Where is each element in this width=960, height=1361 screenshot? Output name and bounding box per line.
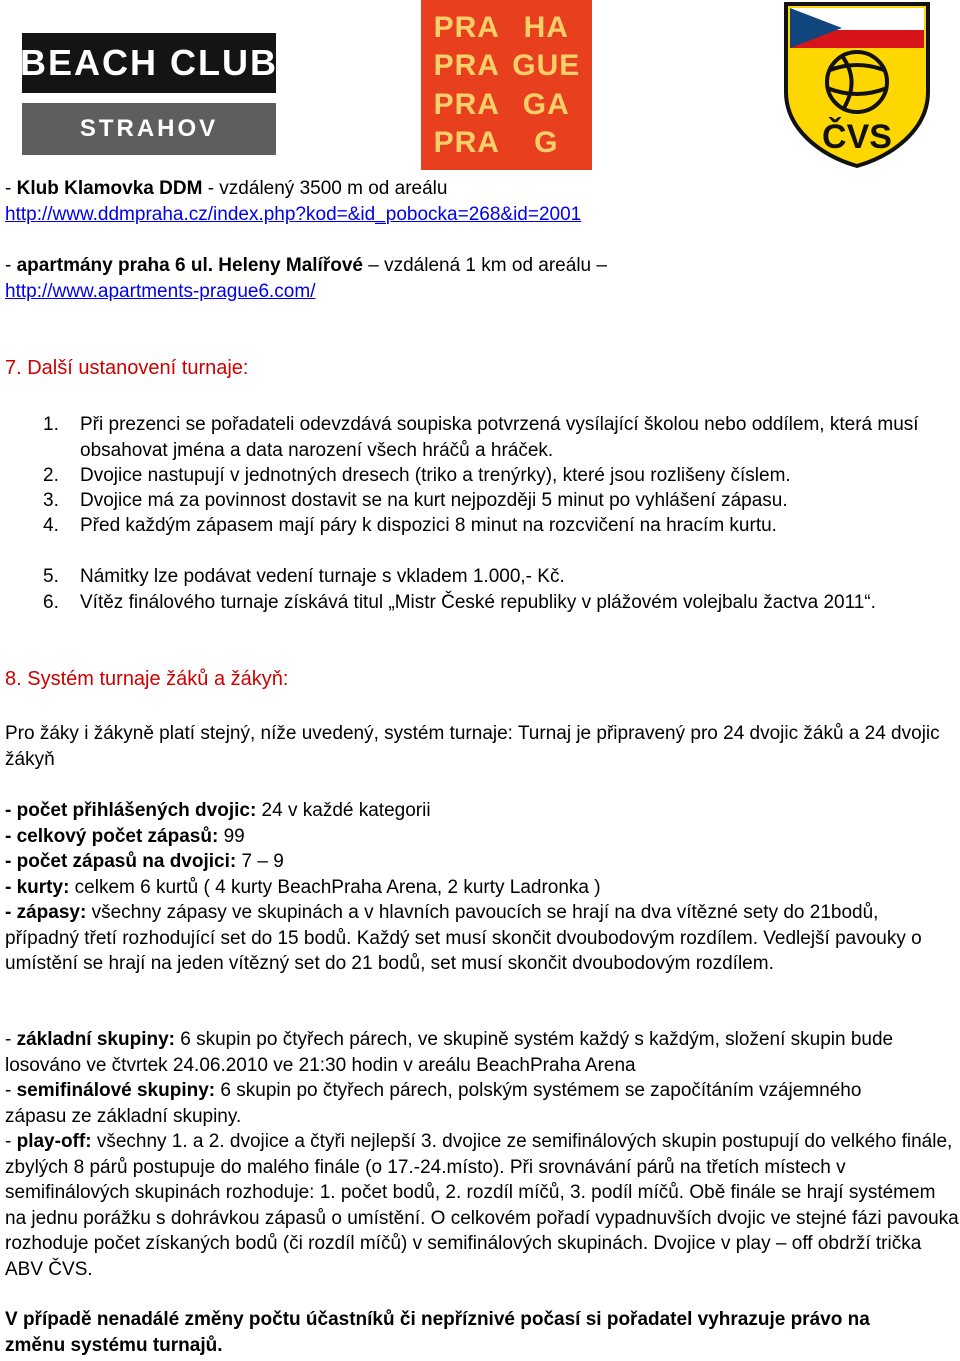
list-text: Dvojice nastupují v jednotných dresech (triko a trenýrky), které jsou rozlišeny číslem.	[80, 465, 791, 486]
cvs-logo-text: ČVS	[822, 118, 892, 156]
prague-logo-cell: PRA	[433, 10, 500, 44]
list-number: 6.	[43, 592, 59, 613]
accommodation-1: - Klub Klamovka DDM - vzdálený 3500 m od areálu http://www.ddmpraha.cz/index.php?kod=&id_pobocka=268&id=2001	[5, 178, 582, 225]
prague-logo-cell: GUE	[512, 49, 581, 82]
accommodation-2: - apartmány praha 6 ul. Heleny Malířové – vzdálená 1 km od areálu – http://www.apartments-prague6.com/	[5, 255, 607, 302]
accommodation-detail: – vzdálená 1 km od areálu –	[362, 255, 607, 276]
list-number: 4.	[43, 515, 59, 536]
beachclub-strahov-logo	[22, 33, 276, 155]
praha-prague-logo	[421, 0, 592, 170]
beachclub-logo-strahov: STRAHOV	[22, 103, 276, 155]
beachclub-logo-beach: BEACH	[20, 42, 159, 84]
closing-note: V případě nenadálé změny počtu účastníků či nepříznivé počasí si pořadatel vyhrazuje právo na změnu systému turnajů.	[5, 1309, 870, 1356]
fact-line: - počet přihlášených dvojic: 24 v každé kategorii	[5, 800, 431, 821]
prague-logo-cell: G	[534, 126, 559, 159]
tournament-groups	[5, 1027, 959, 1282]
prague-logo-cell: PRA	[433, 126, 500, 159]
list-number: 1.	[43, 414, 59, 435]
list-text: Při prezenci se pořadateli odevzdává soupiska potvrzená vysílající školou nebo oddílem, která musí obsahovat jména a data narození všech hráčů a hráček.	[80, 414, 919, 461]
list-text: Vítěz finálového turnaje získává titul „Mistr České republiky v plážovém volejbalu žactva 2011“.	[80, 592, 876, 613]
group-line: - semifinálové skupiny: 6 skupin po čtyřech párech, polským systémem se započítáním vzájemného zápasu ze základní skupiny.	[5, 1080, 862, 1127]
group-line: - základní skupiny: 6 skupin po čtyřech párech, ve skupině systém každý s každým, složení skupin bude losováno ve čtvrtek 24.06.2010 ve 21:30 hodin v areálu BeachPraha Arena	[5, 1029, 894, 1076]
section7-heading: 7. Další ustanovení turnaje:	[5, 357, 249, 379]
section8-heading: 8. Systém turnaje žáků a žákyň:	[5, 668, 289, 690]
fact-line: - počet zápasů na dvojici: 7 – 9	[5, 851, 284, 872]
cvs-volleyball-logo	[782, 0, 932, 170]
fact-line: - kurty: celkem 6 kurtů ( 4 kurty BeachPraha Arena, 2 kurty Ladronka )	[5, 876, 601, 898]
accommodation-link[interactable]: http://www.ddmpraha.cz/index.php?kod=&id_pobocka=268&id=2001	[5, 203, 582, 225]
list-number: 5.	[43, 566, 59, 587]
accommodation-detail: - vzdálený 3500 m od areálu	[202, 178, 448, 199]
prague-logo-cell: PRA	[433, 49, 500, 82]
accommodation-name: apartmány praha 6 ul. Heleny Malířové	[16, 255, 363, 276]
fact-line: - zápasy: všechny zápasy ve skupinách a v hlavních pavoucích se hrají na dva vítězné sety do 21bodů, případný třetí rozhodující set do 15 bodů. Každý set musí skončit dvoubodovým rozdílem. Vedlejší pavouky o umístění se hrají na jeden vítězný set do 21 bodů, set musí skončit dvoubodovým rozdílem.	[5, 902, 922, 974]
prague-logo-cell: HA	[523, 10, 569, 44]
list-text: Dvojice má za povinnost dostavit se na kurt nejpozději 5 minut po vyhlášení zápasu.	[80, 490, 788, 511]
tournament-facts	[5, 798, 955, 977]
fact-line: - celkový počet zápasů: 99	[5, 825, 245, 847]
group-line: - play-off: všechny 1. a 2. dvojice a čtyři nejlepší 3. dvojice ze semifinálových skupin postupují do velkého finále, zbylých 8 párů postupuje do malého finále (o 17.-24.místo). Při srovnávání párů na třetích místech v semifinálových skupinách rozhoduje: 1. počet bodů, 2. rozdíl míčů, 3. podíl míčů. Obě finále se hrají systémem na jednu porážku s dohrávkou zápasů o umístění. O celkovém pořadí vypadnuvších dvojic ve stejné fázi pavouka rozhoduje počet získaných bodů (či rozdíl míčů) v semifinálových skupinách. Dvojice v play – off obdrží trička ABV ČVS.	[5, 1131, 959, 1280]
accommodation-link[interactable]: http://www.apartments-prague6.com/	[5, 280, 316, 302]
accommodation-name: Klub Klamovka DDM	[16, 178, 203, 199]
list-number: 2.	[43, 465, 59, 486]
beachclub-logo-club: CLUB	[170, 42, 278, 84]
cvs-shield-icon	[782, 0, 932, 170]
list-text: Před každým zápasem mají páry k dispozici 8 minut na rozcvičení na hracím kurtu.	[80, 515, 777, 536]
prague-logo-cell: PRA	[433, 87, 500, 121]
section8-intro: Pro žáky i žákyně platí stejný, níže uvedený, systém turnaje: Turnaj je připravený pro 24 dvojic žáků a 24 dvojic žákyň	[5, 723, 940, 770]
prague-logo-cell: GA	[522, 87, 570, 121]
list-text: Námitky lze podávat vedení turnaje s vkladem 1.000,- Kč.	[80, 566, 565, 587]
list-number: 3.	[43, 490, 59, 511]
